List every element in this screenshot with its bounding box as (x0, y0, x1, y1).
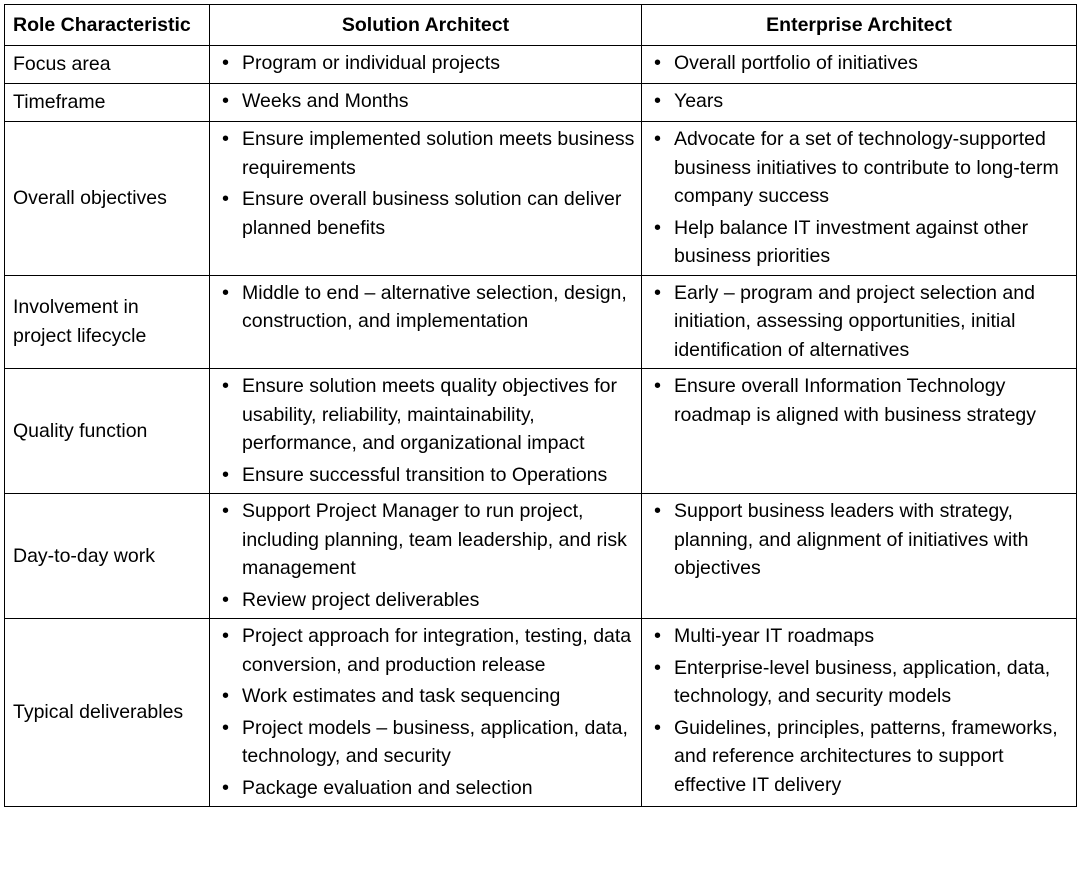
header-enterprise-architect: Enterprise Architect (642, 5, 1077, 46)
solution-architect-cell (210, 369, 642, 494)
row-label: Day-to-day work (5, 494, 210, 619)
list-item: • Enterprise-level business, application, data, technology, and security models (650, 654, 1072, 711)
solution-architect-cell (210, 84, 642, 122)
bullet-list (650, 622, 1072, 799)
header-solution-architect: Solution Architect (210, 5, 642, 46)
solution-architect-cell (210, 46, 642, 84)
bullet-list (218, 622, 637, 802)
enterprise-architect-cell (642, 122, 1077, 276)
list-item: • Middle to end – alternative selection, design, construction, and implementation (218, 279, 637, 336)
bullet-list (218, 87, 637, 116)
bullet-list (650, 372, 1072, 429)
list-item: • Advocate for a set of technology-supported business initiatives to contribute to long-term company success (650, 125, 1072, 211)
list-item: • Multi-year IT roadmaps (650, 622, 1072, 651)
list-item: • Overall portfolio of initiatives (650, 49, 1072, 78)
table-row-overall-objectives (5, 122, 1077, 276)
row-label: Overall objectives (5, 122, 210, 276)
enterprise-architect-cell (642, 84, 1077, 122)
list-item: • Guidelines, principles, patterns, frameworks, and reference architectures to support effective IT delivery (650, 714, 1072, 800)
bullet-list (650, 87, 1072, 116)
bullet-list (650, 279, 1072, 365)
row-label: Involvement in project lifecycle (5, 275, 210, 369)
list-item: • Support business leaders with strategy, planning, and alignment of initiatives with objectives (650, 497, 1072, 583)
list-item: • Program or individual projects (218, 49, 637, 78)
list-item: • Package evaluation and selection (218, 774, 637, 803)
solution-architect-cell (210, 494, 642, 619)
bullet-list (218, 372, 637, 489)
list-item: • Ensure overall business solution can deliver planned benefits (218, 185, 637, 242)
list-item: • Ensure solution meets quality objectives for usability, reliability, maintainability, performance, and organizational impact (218, 372, 637, 458)
list-item: • Years (650, 87, 1072, 116)
table-row-timeframe (5, 84, 1077, 122)
header-role-characteristic: Role Characteristic (5, 5, 210, 46)
row-label: Timeframe (5, 84, 210, 122)
list-item: • Weeks and Months (218, 87, 637, 116)
table-row-typical-deliverables (5, 619, 1077, 807)
table-row-day-to-day (5, 494, 1077, 619)
enterprise-architect-cell (642, 46, 1077, 84)
header-row (5, 5, 1077, 46)
list-item: • Ensure successful transition to Operations (218, 461, 637, 490)
bullet-list (218, 49, 637, 78)
enterprise-architect-cell (642, 275, 1077, 369)
role-comparison-table (4, 4, 1077, 807)
table-row-quality-function (5, 369, 1077, 494)
row-label: Quality function (5, 369, 210, 494)
row-label: Focus area (5, 46, 210, 84)
bullet-list (650, 49, 1072, 78)
bullet-list (218, 279, 637, 336)
list-item: • Project approach for integration, testing, data conversion, and production release (218, 622, 637, 679)
list-item: • Ensure overall Information Technology roadmap is aligned with business strategy (650, 372, 1072, 429)
list-item: • Review project deliverables (218, 586, 637, 615)
bullet-list (218, 497, 637, 614)
solution-architect-cell (210, 275, 642, 369)
enterprise-architect-cell (642, 494, 1077, 619)
enterprise-architect-cell (642, 619, 1077, 807)
bullet-list (650, 497, 1072, 583)
list-item: • Project models – business, application, data, technology, and security (218, 714, 637, 771)
solution-architect-cell (210, 122, 642, 276)
list-item: • Support Project Manager to run project, including planning, team leadership, and risk management (218, 497, 637, 583)
bullet-list (218, 125, 637, 242)
list-item: • Early – program and project selection and initiation, assessing opportunities, initial identification of alternatives (650, 279, 1072, 365)
row-label: Typical deliverables (5, 619, 210, 807)
solution-architect-cell (210, 619, 642, 807)
enterprise-architect-cell (642, 369, 1077, 494)
list-item: • Help balance IT investment against other business priorities (650, 214, 1072, 271)
list-item: • Work estimates and task sequencing (218, 682, 637, 711)
table-row-focus-area (5, 46, 1077, 84)
bullet-list (650, 125, 1072, 271)
table-row-involvement (5, 275, 1077, 369)
list-item: • Ensure implemented solution meets business requirements (218, 125, 637, 182)
